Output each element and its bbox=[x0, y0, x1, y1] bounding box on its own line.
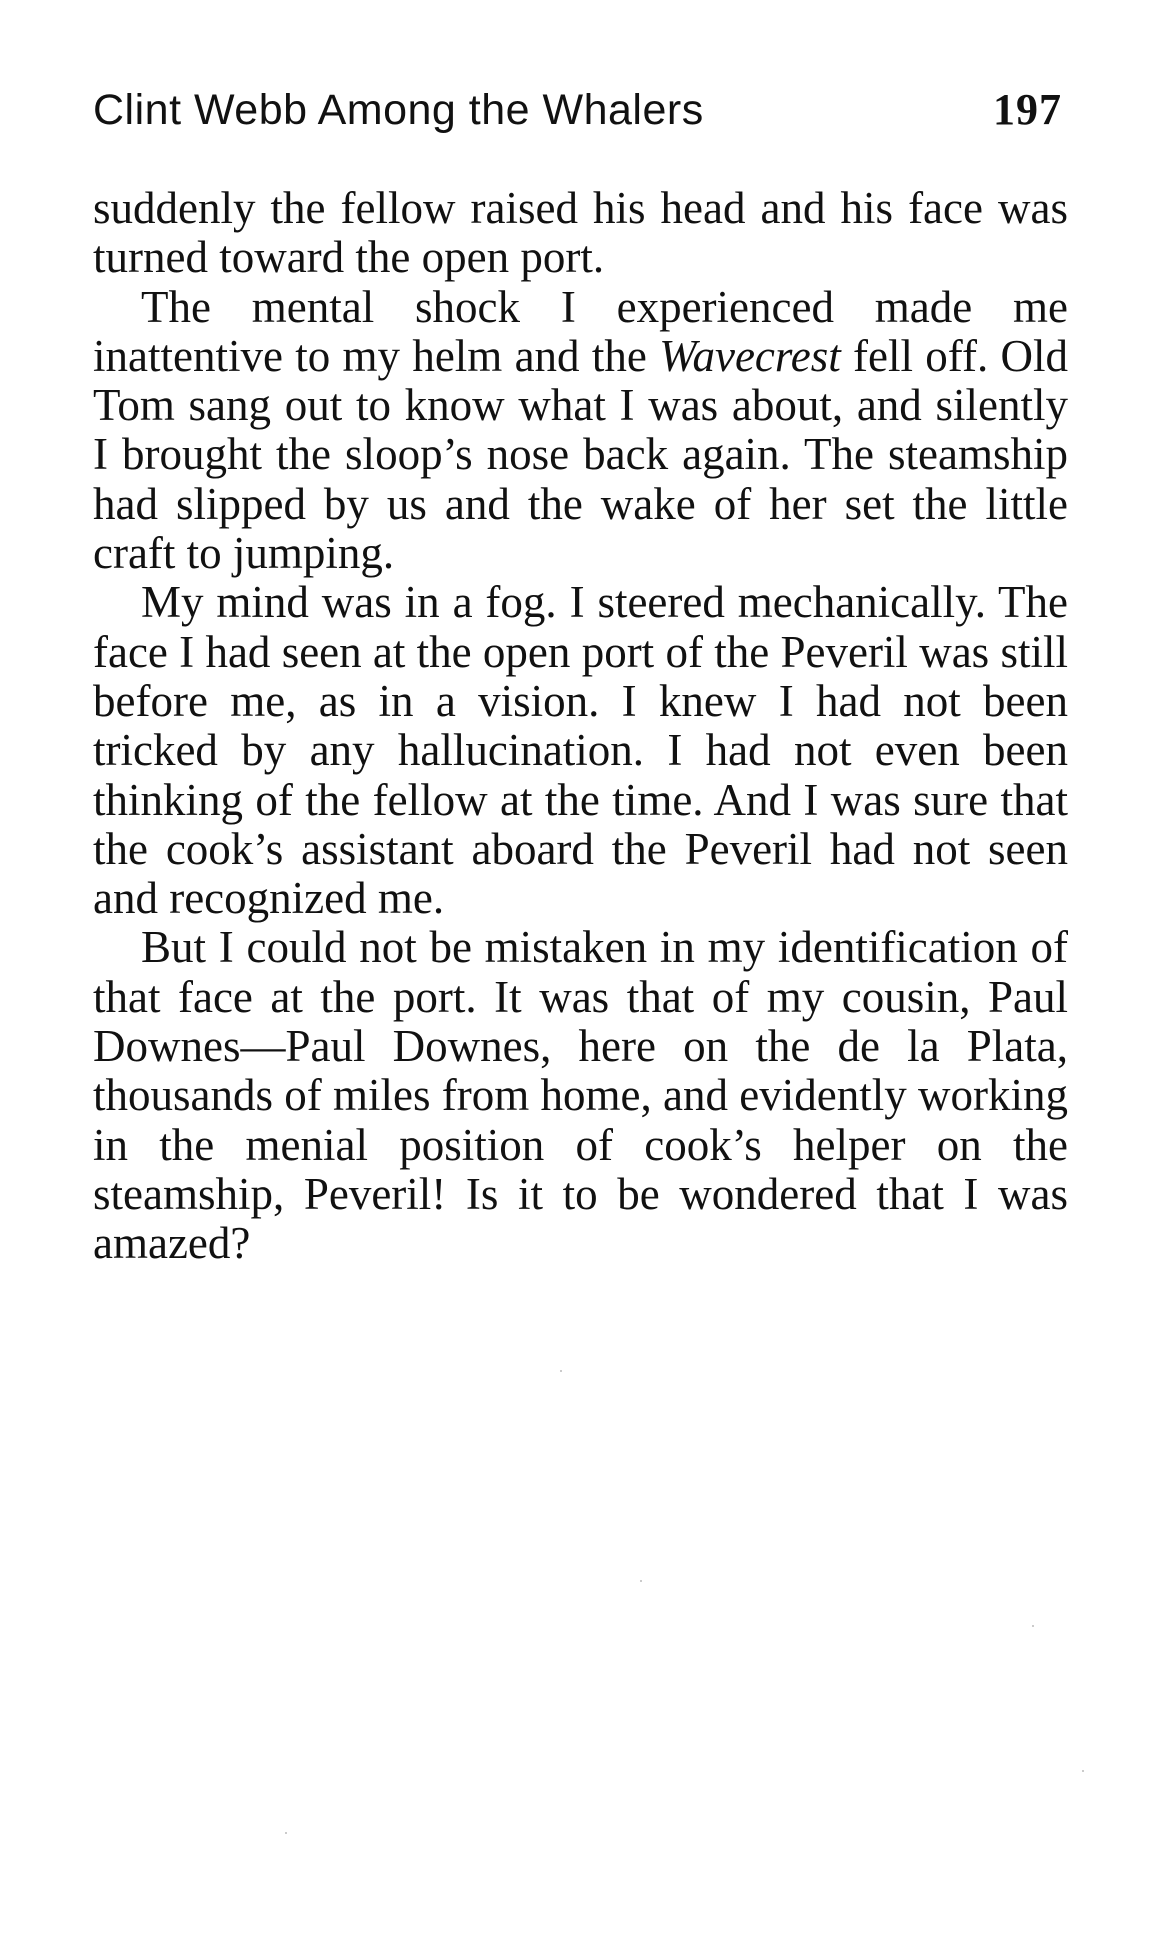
paragraph-text: But I could not be mistaken in my identification of that face at the port. It was that of my cousin, Paul Downes—Paul Downes, here on the de la Plata, thousands of miles from home, and evidently working in the menial position of cook’s helper on the steamship, Peveril! Is it to be wondered that I was amazed? bbox=[93, 922, 1068, 1269]
paper-speck bbox=[1082, 1770, 1084, 1772]
paragraph-text: fell off. Old Tom sang out to know what I was about, and silently I brought the sloop’s nose back again. The steamship had slipped by us and the wake of her set the little craft to jumping. bbox=[93, 330, 1068, 579]
paper-speck bbox=[640, 1580, 642, 1582]
paragraph-text: suddenly the fellow raised his head and his face was turned toward the open port. bbox=[93, 183, 1068, 283]
running-head bbox=[93, 84, 1062, 144]
running-title: Clint Webb Among the Whalers bbox=[93, 86, 704, 134]
paragraph-text: My mind was in a fog. I steered mechanically. The face I had seen at the open port of the Peveril was still before me, as in a vision. I knew I had not been tricked by any hallucination. I had not even been thinking of the fellow at the time. And I was sure that the cook’s assistant aboard the Peveril had not seen and recognized me. bbox=[93, 577, 1068, 924]
paper-speck bbox=[1032, 1625, 1034, 1627]
paragraph bbox=[93, 283, 1068, 579]
paragraph bbox=[93, 578, 1068, 923]
page-number: 197 bbox=[993, 85, 1062, 134]
paragraph-text: The mental shock I experienced made me inattentive to my helm and the bbox=[93, 281, 1068, 381]
paper-speck bbox=[560, 1370, 562, 1372]
paper-speck bbox=[285, 1832, 287, 1834]
paragraph bbox=[93, 923, 1068, 1268]
body-text bbox=[93, 184, 1068, 1269]
italic-text: Wavecrest bbox=[659, 330, 841, 381]
paragraph bbox=[93, 184, 1068, 283]
